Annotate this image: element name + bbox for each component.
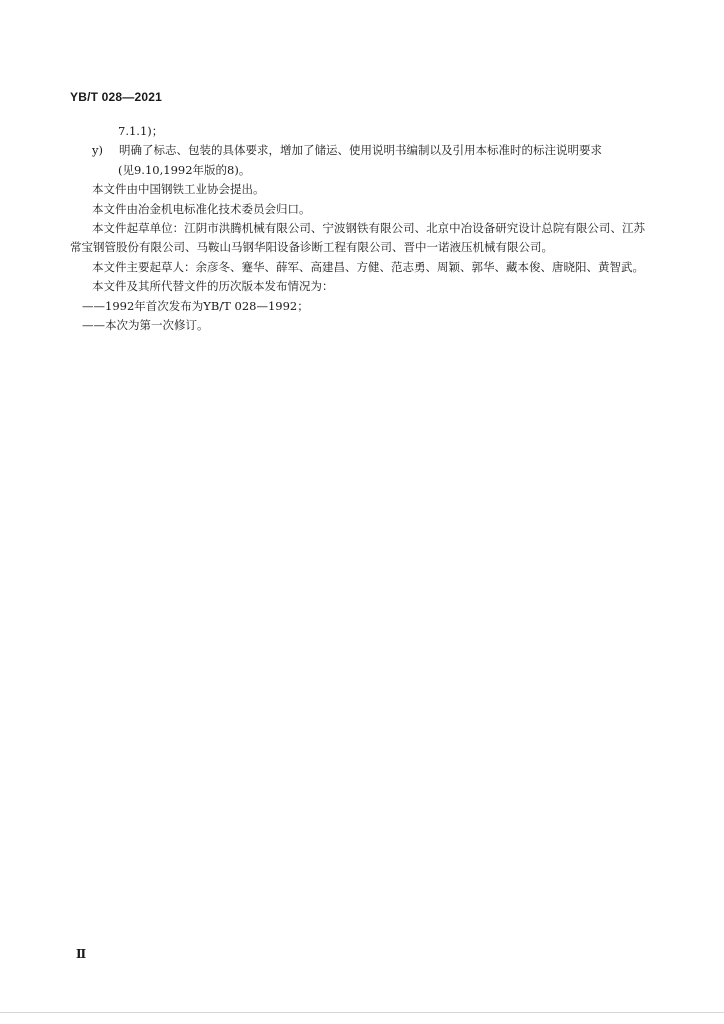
list-item-continuation: (见9.10,1992年版的8)。 bbox=[118, 162, 251, 177]
standard-number: YB/T 028—2021 bbox=[70, 90, 162, 104]
continuation-line: 7.1.1)； bbox=[118, 124, 164, 138]
history-item: ——本次为第一次修订。 bbox=[82, 318, 209, 333]
history-intro: 本文件及其所代替文件的历次版本发布情况为： bbox=[92, 279, 334, 294]
list-marker: y) bbox=[92, 143, 103, 158]
history-item: ——1992年首次发布为YB/T 028—1992； bbox=[82, 298, 309, 313]
page-bottom-rule bbox=[0, 1012, 724, 1013]
drafters-paragraph: 本文件主要起草人：余彦冬、蹇华、薛军、高建昌、方健、范志勇、周颖、郭华、藏本俊、唐晓阳、黄智武。 bbox=[92, 259, 644, 274]
list-item-y bbox=[70, 141, 645, 160]
page-number: Ⅱ bbox=[76, 947, 87, 961]
foreword-body bbox=[70, 122, 645, 335]
list-item-text: 明确了标志、包装的具体要求，增加了储运、使用说明书编制以及引用本标准时的标注说明要求 bbox=[119, 143, 602, 158]
proposed-by-paragraph: 本文件由中国钢铁工业协会提出。 bbox=[92, 182, 265, 197]
managed-by-paragraph: 本文件由冶金机电标准化技术委员会归口。 bbox=[92, 201, 311, 216]
drafting-units-paragraph: 本文件起草单位：江阴市洪腾机械有限公司、宁波钢铁有限公司、北京中冶设备研究设计总院有限公司、江苏常宝钢管股份有限公司、马鞍山马钢华阳设备诊断工程有限公司、晋中一诺液压机械有限公司。 bbox=[70, 221, 645, 255]
